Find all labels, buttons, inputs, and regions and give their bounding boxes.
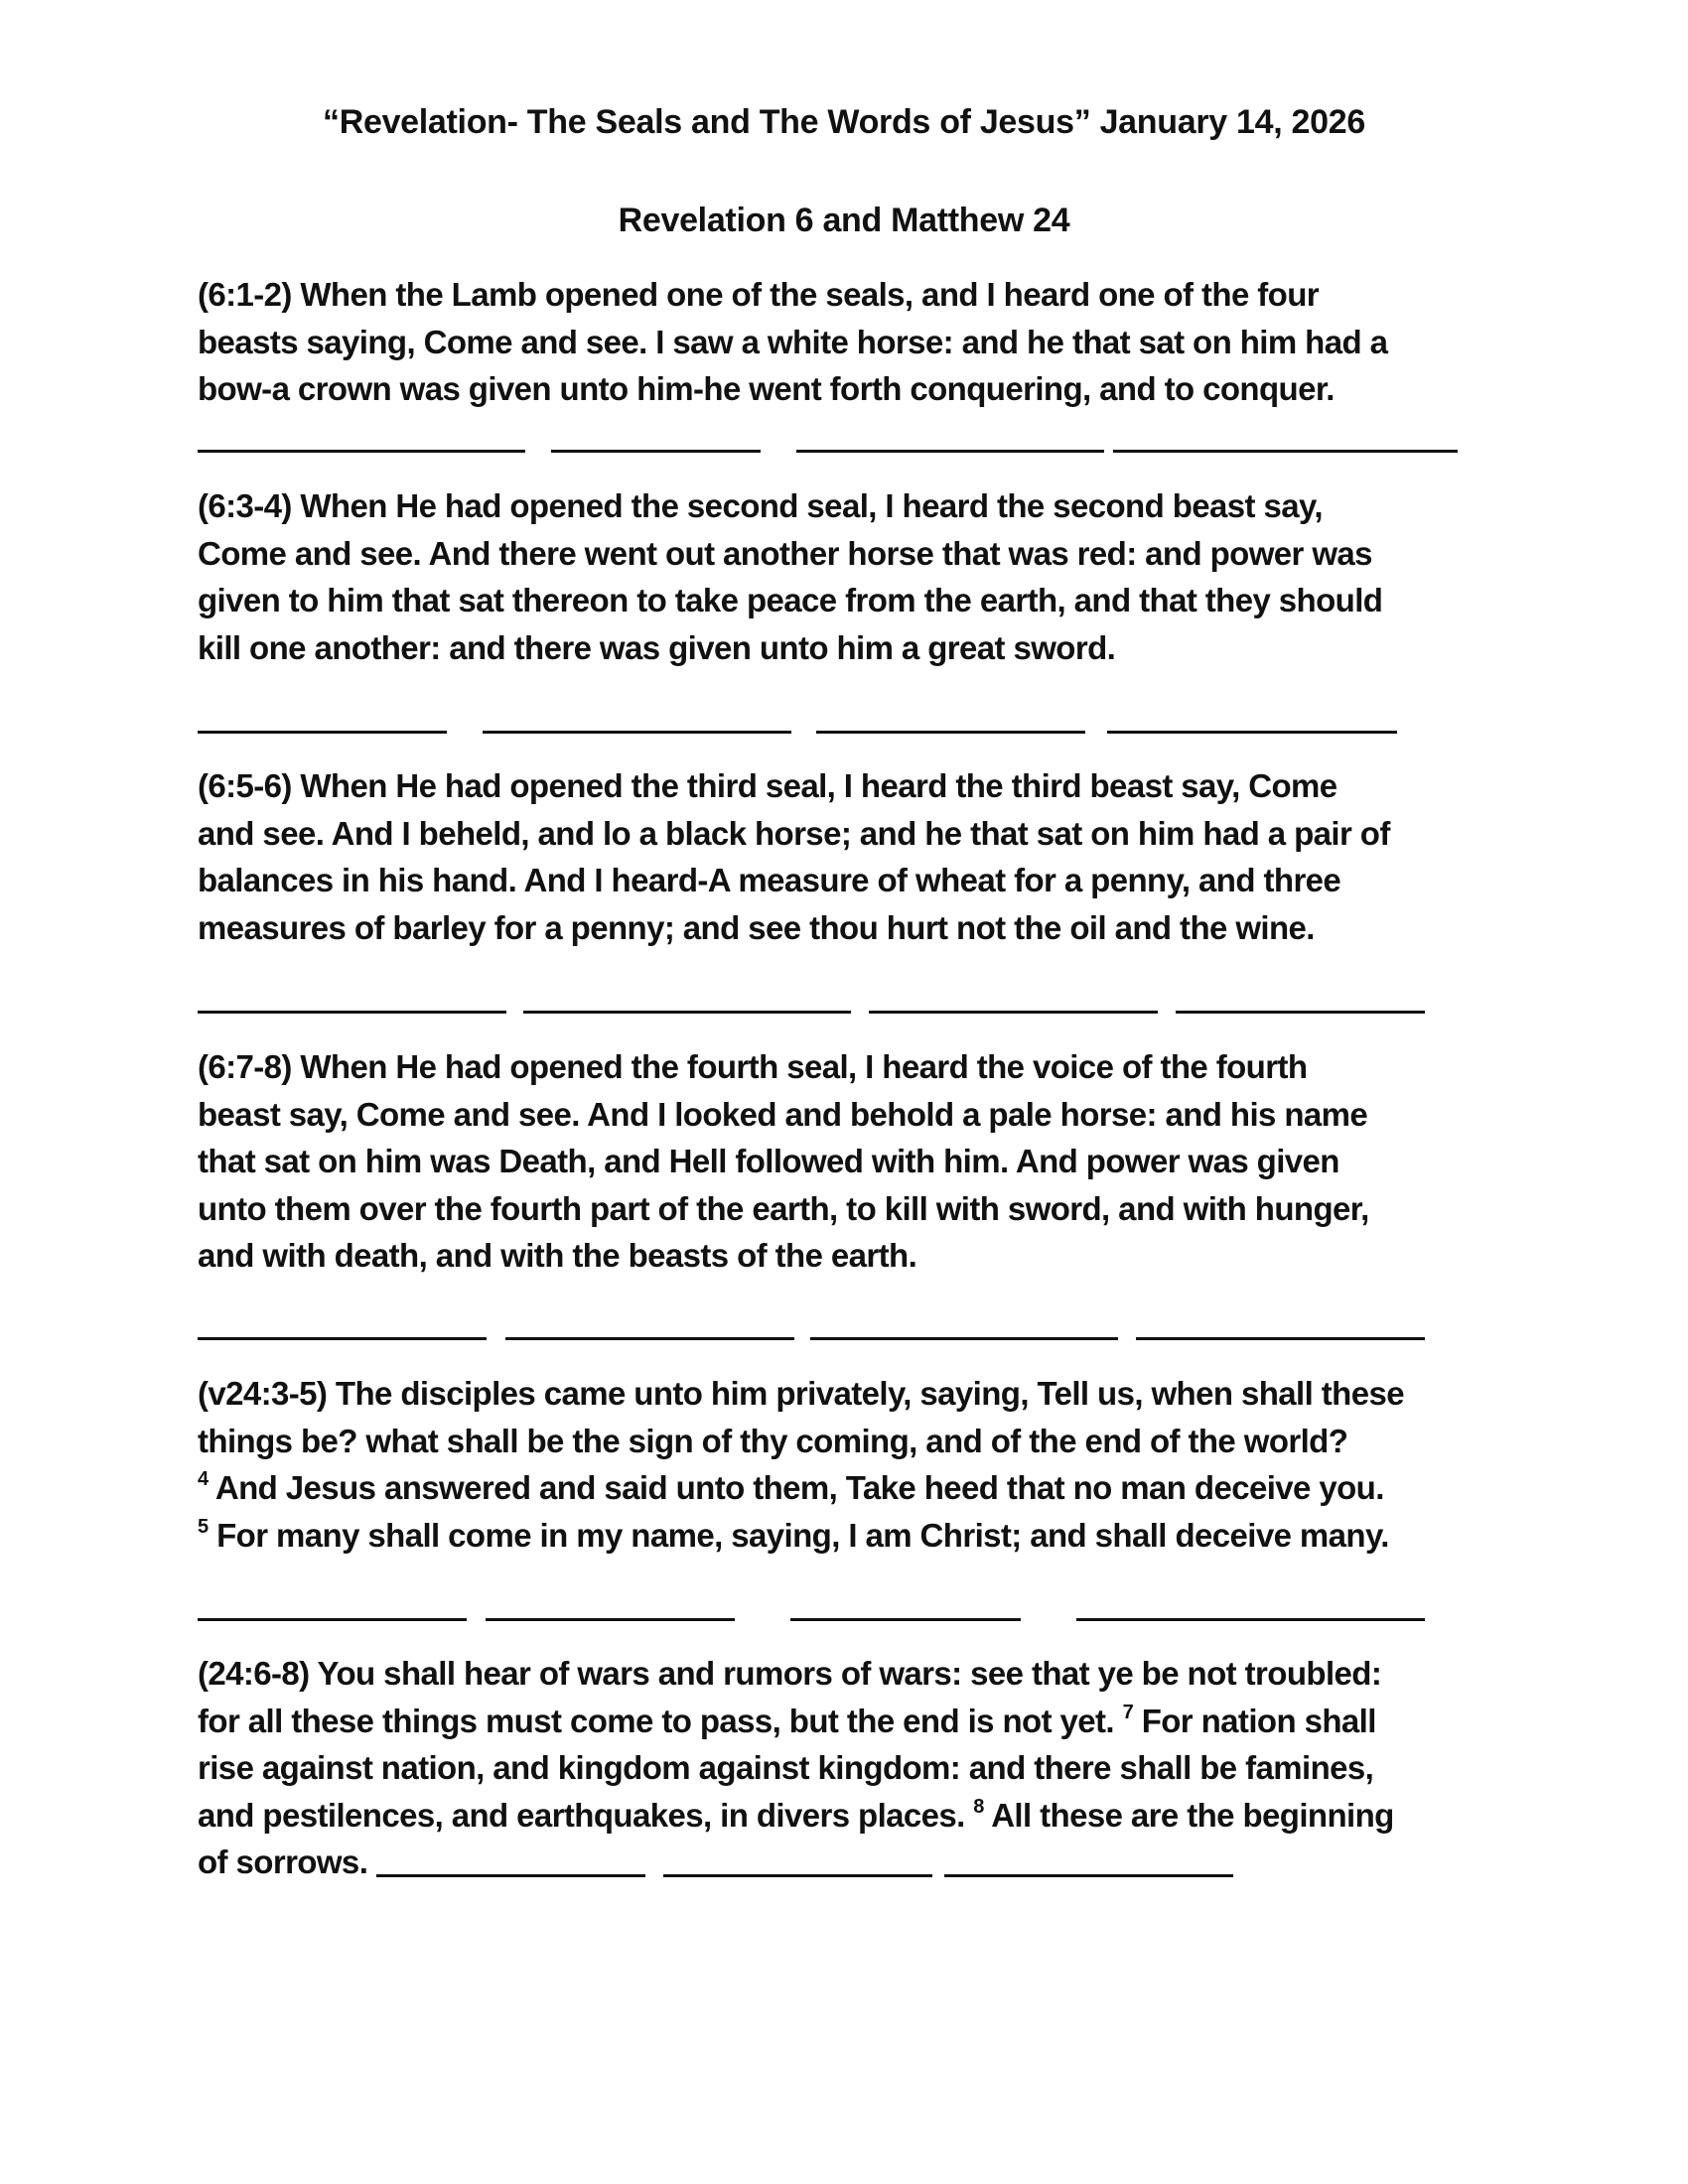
answer-blank[interactable] (663, 1874, 932, 1877)
verse-text: All these are the beginning (991, 1796, 1394, 1834)
answer-blank[interactable] (869, 1011, 1158, 1014)
answer-blank[interactable] (198, 450, 525, 453)
answer-blank[interactable] (816, 731, 1085, 734)
answer-blank[interactable] (198, 1011, 506, 1014)
passage-line: and with death, and with the beasts of the earth. (198, 1237, 917, 1274)
answer-blank[interactable] (810, 1337, 1118, 1340)
answer-blank[interactable] (198, 1337, 487, 1340)
passage-line (198, 1512, 1508, 1560)
verse-text: and pestilences, and earthquakes, in divers places. (198, 1796, 974, 1834)
passage-line: and see. And I beheld, and lo a black horse; and he that sat on him had a pair of (198, 814, 1390, 852)
answer-blank[interactable] (483, 731, 791, 734)
passage-rev-6-7-8 (198, 1043, 1508, 1280)
passage-line: things be? what shall be the sign of thy coming, and of the end of the world? (198, 1422, 1348, 1459)
answer-blank[interactable] (198, 731, 447, 734)
passage-line: balances in his hand. And I heard-A measure of wheat for a penny, and three (198, 862, 1341, 898)
worksheet-title: “Revelation- The Seals and The Words of Jesus” January 14, 2026 (323, 103, 1365, 141)
passage-line: (6:1-2) When the Lamb opened one of the seals, and I heard one of the four (198, 276, 1320, 313)
answer-blank[interactable] (1107, 731, 1397, 734)
passage-line: beast say, Come and see. And I looked and behold a pale horse: and his name (198, 1095, 1368, 1133)
answer-blank[interactable] (1136, 1337, 1425, 1340)
verse-text: for all these things must come to pass, but the end is not yet. (198, 1702, 1123, 1739)
answer-blank[interactable] (1113, 450, 1458, 453)
passage-line: (6:3-4) When He had opened the second seal, I heard the second beast say, (198, 487, 1323, 524)
passage-line: that sat on him was Death, and Hell followed with him. And power was given (198, 1143, 1339, 1179)
passage-rev-6-1-2 (198, 271, 1508, 413)
verse-text: For nation shall (1141, 1702, 1376, 1739)
passage-line (198, 1839, 1508, 1886)
answer-blank[interactable] (198, 1618, 467, 1621)
passage-line: (v24:3-5) The disciples came unto him privately, saying, Tell us, when shall these (198, 1375, 1404, 1412)
passage-line: bow-a crown was given unto him-he went forth conquering, and to conquer. (198, 370, 1335, 407)
passage-line: kill one another: and there was given unto him a great sword. (198, 628, 1116, 666)
passage-line: given to him that sat thereon to take peace from the earth, and that they should (198, 582, 1383, 618)
passage-line (198, 1464, 1508, 1512)
verse-text: And Jesus answered and said unto them, Take heed that no man deceive you. (214, 1469, 1384, 1506)
answer-blank[interactable] (486, 1618, 735, 1621)
passage-line: (24:6-8) You shall hear of wars and rumors of wars: see that ye be not troubled: (198, 1655, 1382, 1692)
passage-rev-6-5-6 (198, 762, 1508, 951)
passage-line (198, 1792, 1508, 1840)
verse-number: 7 (1122, 1701, 1134, 1723)
passage-line: (6:7-8) When He had opened the fourth seal, I heard the voice of the fourth (198, 1048, 1308, 1085)
answer-blank[interactable] (944, 1874, 1233, 1877)
passage-line (198, 1698, 1508, 1745)
answer-blank[interactable] (505, 1337, 794, 1340)
verse-number: 4 (198, 1468, 209, 1490)
passage-line: beasts saying, Come and see. I saw a white horse: and he that sat on him had a (198, 323, 1388, 360)
passage-line: (6:5-6) When He had opened the third seal, I heard the third beast say, Come (198, 767, 1337, 804)
passage-line: rise against nation, and kingdom against kingdom: and there shall be famines, (198, 1749, 1374, 1786)
answer-blank[interactable] (1076, 1618, 1425, 1621)
passage-matt-24-6-8 (198, 1650, 1508, 1886)
answer-blank[interactable] (523, 1011, 851, 1014)
passage-matt-24-3-5 (198, 1370, 1508, 1559)
answer-blank[interactable] (796, 450, 1104, 453)
worksheet-subtitle: Revelation 6 and Matthew 24 (618, 202, 1070, 239)
verse-number: 5 (198, 1515, 209, 1538)
passage-line: unto them over the fourth part of the earth, to kill with sword, and with hunger, (198, 1189, 1369, 1227)
answer-blank[interactable] (551, 450, 761, 453)
passage-rev-6-3-4 (198, 482, 1508, 671)
verse-number: 8 (973, 1795, 984, 1818)
answer-blank[interactable] (790, 1618, 1021, 1621)
passage-line: measures of barley for a penny; and see thou hurt not the oil and the wine. (198, 908, 1315, 946)
verse-text: For many shall come in my name, saying, I am Christ; and shall deceive many. (216, 1516, 1389, 1554)
answer-blank[interactable] (1176, 1011, 1425, 1014)
answer-blank[interactable] (376, 1874, 645, 1877)
passage-line: Come and see. And there went out another horse that was red: and power was (198, 534, 1372, 572)
verse-text: of sorrows. (198, 1843, 376, 1880)
